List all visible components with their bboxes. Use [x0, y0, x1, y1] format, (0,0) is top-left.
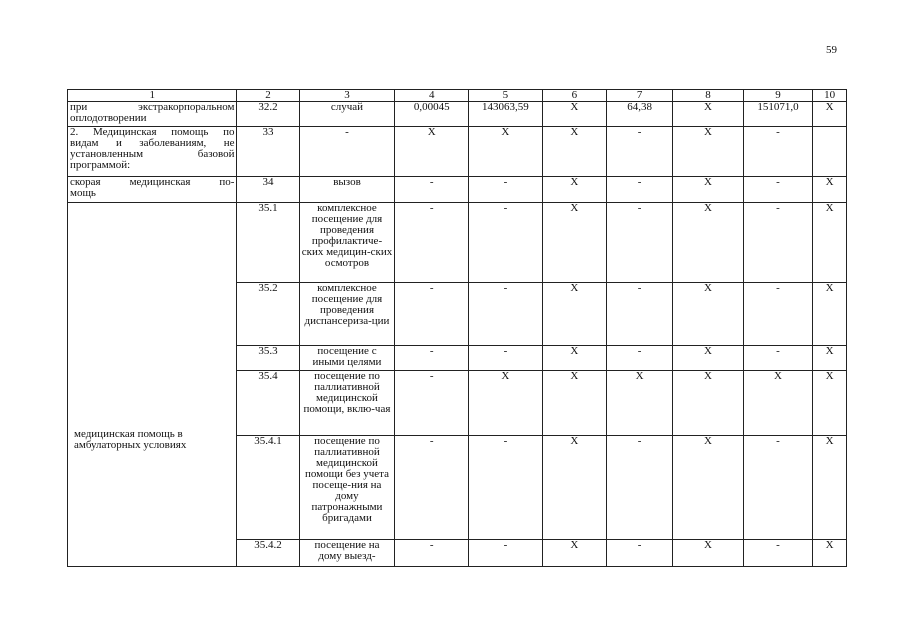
- cell-value: -: [395, 283, 469, 346]
- cell-value: -: [606, 177, 672, 203]
- header-cell: 4: [395, 90, 469, 102]
- row-unit: комплексное посещение для проведения профилактиче-ских медицин-ских осмотров: [299, 203, 395, 283]
- cell-value: -: [469, 436, 543, 540]
- row-code: 32.2: [237, 102, 299, 127]
- cell-value: X: [673, 177, 744, 203]
- row-unit: посещение по паллиативной медицинской помощи без учета посеще-ния на дому патронажными бригадами: [299, 436, 395, 540]
- cell-value: -: [743, 177, 812, 203]
- header-cell: 7: [606, 90, 672, 102]
- row-unit: -: [299, 127, 395, 177]
- header-row: [68, 90, 847, 102]
- table-row: [68, 127, 847, 177]
- cell-value: -: [469, 177, 543, 203]
- row-code: 35.4.1: [237, 436, 299, 540]
- header-cell: 8: [673, 90, 744, 102]
- cell-value: -: [606, 127, 672, 177]
- cell-value: X: [542, 540, 606, 567]
- cell-value: -: [606, 540, 672, 567]
- cell-value: X: [813, 540, 847, 567]
- row-code: 35.2: [237, 283, 299, 346]
- cell-value: X: [542, 371, 606, 436]
- cell-value: -: [395, 203, 469, 283]
- cell-value: X: [542, 102, 606, 127]
- cell-value: -: [469, 346, 543, 371]
- cell-value: X: [542, 203, 606, 283]
- cell-value: X: [673, 436, 744, 540]
- row-code: 35.4.2: [237, 540, 299, 567]
- cell-value: X: [395, 127, 469, 177]
- row-unit: вызов: [299, 177, 395, 203]
- header-cell: 2: [237, 90, 299, 102]
- cell-value: X: [673, 346, 744, 371]
- cell-value: X: [469, 371, 543, 436]
- cell-value: X: [813, 203, 847, 283]
- cell-value: -: [395, 436, 469, 540]
- cell-value: X: [813, 102, 847, 127]
- row-unit: посещение по паллиативной медицинской помощи, вклю-чая: [299, 371, 395, 436]
- row-code: 35.4: [237, 371, 299, 436]
- cell-value: X: [542, 283, 606, 346]
- cell-value: X: [469, 127, 543, 177]
- cell-value: X: [673, 127, 744, 177]
- cell-value: -: [606, 203, 672, 283]
- cell-value: X: [743, 371, 812, 436]
- cell-value: X: [542, 127, 606, 177]
- row-label: 2. Медицинская помощь по видам и заболеваниям, не установленным базовой программой:: [68, 127, 237, 177]
- cell-value: X: [813, 436, 847, 540]
- cell-value: -: [469, 203, 543, 283]
- cell-value: X: [673, 540, 744, 567]
- cell-value: 151071,0: [743, 102, 812, 127]
- row-unit: комплексное посещение для проведения диспансериза-ции: [299, 283, 395, 346]
- cell-value: -: [743, 203, 812, 283]
- cell-value: -: [469, 283, 543, 346]
- row-code: 33: [237, 127, 299, 177]
- cell-value: X: [673, 371, 744, 436]
- cell-value: X: [542, 436, 606, 540]
- cell-value: -: [395, 346, 469, 371]
- cell-value: -: [395, 371, 469, 436]
- cell-value: -: [469, 540, 543, 567]
- cell-value: -: [606, 436, 672, 540]
- cell-value: X: [606, 371, 672, 436]
- page-number: 59: [826, 44, 837, 56]
- cell-value: 0,00045: [395, 102, 469, 127]
- header-cell: 10: [813, 90, 847, 102]
- cell-value: X: [673, 283, 744, 346]
- header-cell: 9: [743, 90, 812, 102]
- row-unit: посещение с иными целями: [299, 346, 395, 371]
- row-unit: посещение на дому выезд-: [299, 540, 395, 567]
- cell-value: -: [743, 127, 812, 177]
- ambulatory-label: медицинская помощь в амбулаторных условиях: [68, 203, 237, 567]
- data-table: [67, 89, 847, 567]
- row-code: 35.3: [237, 346, 299, 371]
- cell-value: -: [606, 283, 672, 346]
- table-row: [68, 203, 847, 283]
- row-unit: случай: [299, 102, 395, 127]
- cell-value: X: [673, 203, 744, 283]
- header-cell: 3: [299, 90, 395, 102]
- cell-value: -: [743, 346, 812, 371]
- row-label: скорая медицинская по- мощь: [68, 177, 237, 203]
- cell-value: X: [542, 177, 606, 203]
- row-label: при экстракорпоральном оплодотворении: [68, 102, 237, 127]
- cell-value: -: [743, 283, 812, 346]
- cell-value: X: [813, 346, 847, 371]
- cell-value: 143063,59: [469, 102, 543, 127]
- header-cell: 1: [68, 90, 237, 102]
- table-row: [68, 102, 847, 127]
- cell-value: -: [395, 177, 469, 203]
- cell-value: -: [395, 540, 469, 567]
- cell-value: X: [542, 346, 606, 371]
- cell-value: -: [743, 540, 812, 567]
- row-code: 35.1: [237, 203, 299, 283]
- table-row: [68, 177, 847, 203]
- row-code: 34: [237, 177, 299, 203]
- cell-value: 64,38: [606, 102, 672, 127]
- header-cell: 6: [542, 90, 606, 102]
- cell-value: X: [813, 177, 847, 203]
- cell-value: X: [813, 283, 847, 346]
- cell-value: -: [743, 436, 812, 540]
- cell-value: X: [813, 371, 847, 436]
- cell-value: -: [606, 346, 672, 371]
- header-cell: 5: [469, 90, 543, 102]
- cell-value: X: [673, 102, 744, 127]
- cell-value: [813, 127, 847, 177]
